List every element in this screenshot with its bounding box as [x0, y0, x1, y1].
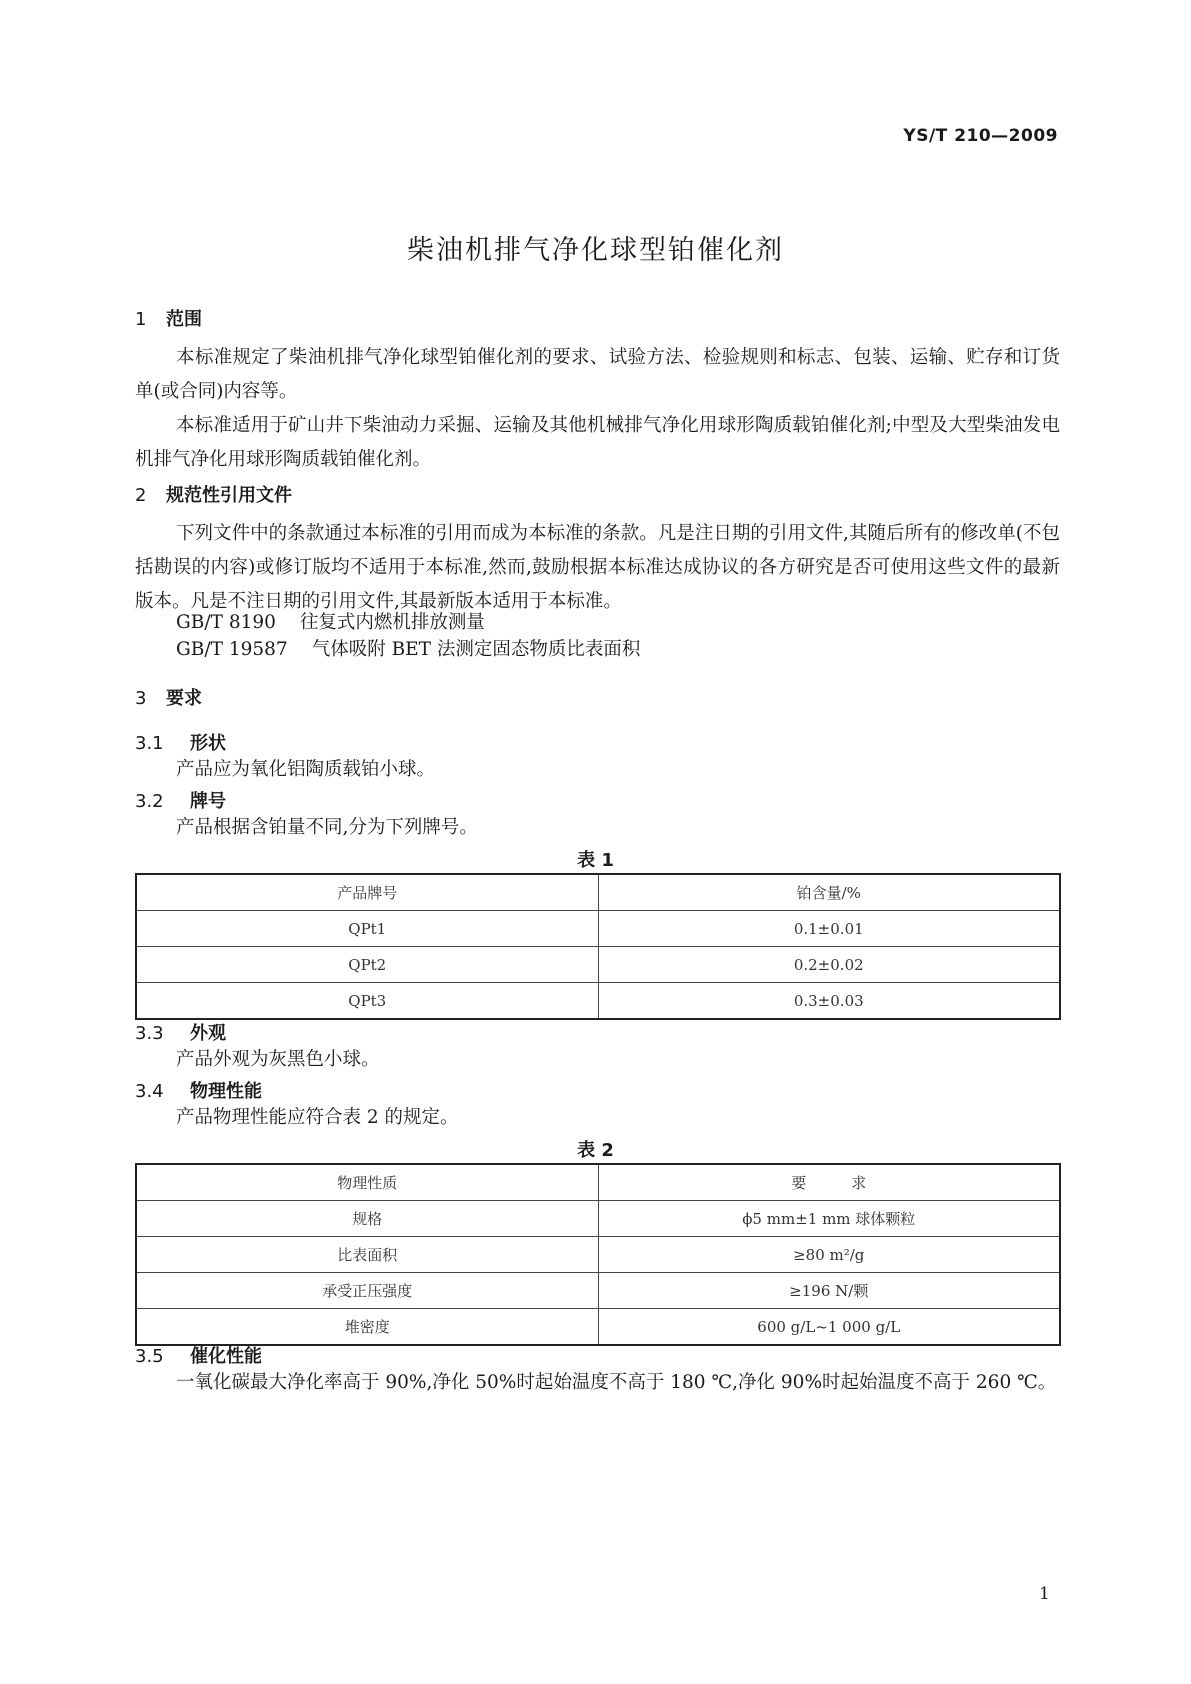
section-number: 3.4 [135, 1081, 164, 1102]
normative-reference [176, 637, 640, 663]
table-cell: 600 g/L~1 000 g/L [598, 1309, 1060, 1346]
table-cell: 0.2±0.02 [598, 947, 1060, 983]
section-number: 3.3 [135, 1023, 164, 1044]
section-title: 形状 [190, 733, 226, 754]
section-1-heading [135, 305, 202, 331]
section-3-4-heading [135, 1077, 262, 1103]
section-3-heading [135, 684, 202, 710]
section-3-2-heading [135, 787, 226, 813]
section-title: 牌号 [190, 791, 226, 812]
section-number: 3.5 [135, 1346, 164, 1367]
table-cell: QPt1 [136, 911, 598, 947]
table-row [136, 1309, 1060, 1346]
table-row [136, 1273, 1060, 1309]
section-number: 3.1 [135, 733, 164, 754]
standard-number: YS/T 210—2009 [903, 126, 1058, 146]
table-2 [135, 1163, 1061, 1346]
section-3-5-heading [135, 1342, 262, 1368]
table-cell: 规格 [136, 1201, 598, 1237]
table-cell: QPt2 [136, 947, 598, 983]
section-3-5-paragraph: 一氧化碳最大净化率高于 90%,净化 50%时起始温度不高于 180 ℃,净化 90%时起始温度不高于 260 ℃。 [176, 1372, 1057, 1393]
table-header-cell: 铂含量/% [598, 874, 1060, 911]
page-number: 1 [1039, 1584, 1050, 1604]
section-title: 催化性能 [190, 1346, 262, 1367]
section-3-2-text: 产品根据含铂量不同,分为下列牌号。 [176, 817, 478, 838]
section-1-paragraph-1: 本标准规定了柴油机排气净化球型铂催化剂的要求、试验方法、检验规则和标志、包装、运输、贮存和订货单(或合同)内容等。 [135, 347, 1060, 402]
table-1-caption: 表 1 [577, 850, 614, 871]
table-cell: 承受正压强度 [136, 1273, 598, 1309]
document-title: 柴油机排气净化球型铂催化剂 [407, 235, 784, 266]
table-row [136, 1201, 1060, 1237]
table-row [136, 947, 1060, 983]
table-header-cell: 要 求 [598, 1164, 1060, 1201]
section-title: 要求 [166, 688, 202, 709]
section-number: 3.2 [135, 791, 164, 812]
normative-reference [176, 610, 485, 636]
section-number: 3 [135, 688, 147, 709]
section-number: 2 [135, 485, 147, 506]
table-cell: ≥196 N/颗 [598, 1273, 1060, 1309]
table-cell: ϕ5 mm±1 mm 球体颗粒 [598, 1201, 1060, 1237]
reference-code: GB/T 8190 [176, 612, 276, 633]
table-header-cell: 物理性质 [136, 1164, 598, 1201]
section-number: 1 [135, 309, 147, 330]
table-cell: 比表面积 [136, 1237, 598, 1273]
table-row [136, 983, 1060, 1020]
section-3-3-text: 产品外观为灰黑色小球。 [176, 1049, 380, 1070]
section-title: 外观 [190, 1023, 226, 1044]
section-3-1-heading [135, 729, 226, 755]
table-header-cell: 产品牌号 [136, 874, 598, 911]
table-row [136, 911, 1060, 947]
table-cell: ≥80 m²/g [598, 1237, 1060, 1273]
reference-title: 气体吸附 BET 法测定固态物质比表面积 [311, 639, 641, 660]
section-3-4-text: 产品物理性能应符合表 2 的规定。 [176, 1107, 459, 1128]
section-2-heading [135, 481, 292, 507]
reference-title: 往复式内燃机排放测量 [299, 612, 485, 633]
section-1-paragraph-2: 本标准适用于矿山井下柴油动力采掘、运输及其他机械排气净化用球形陶质载铂催化剂;中型及大型柴油发电机排气净化用球形陶质载铂催化剂。 [135, 415, 1060, 470]
reference-code: GB/T 19587 [176, 639, 288, 660]
section-2-paragraph: 下列文件中的条款通过本标准的引用而成为本标准的条款。凡是注日期的引用文件,其随后所有的修改单(不包括勘误的内容)或修订版均不适用于本标准,然而,鼓励根据本标准达成协议的各方研究是否可使用这些文件的最新版本。凡是不注日期的引用文件,其最新版本适用于本标准。 [135, 523, 1060, 612]
section-3-3-heading [135, 1019, 226, 1045]
table-cell: 堆密度 [136, 1309, 598, 1346]
table-cell: QPt3 [136, 983, 598, 1020]
table-header-row [136, 1164, 1060, 1201]
section-title: 规范性引用文件 [166, 485, 292, 506]
table-row [136, 1237, 1060, 1273]
table-2-caption: 表 2 [577, 1140, 614, 1161]
table-header-row [136, 874, 1060, 911]
section-3-1-text: 产品应为氧化铝陶质载铂小球。 [176, 759, 436, 780]
table-1 [135, 873, 1061, 1020]
table-cell: 0.3±0.03 [598, 983, 1060, 1020]
table-cell: 0.1±0.01 [598, 911, 1060, 947]
section-title: 物理性能 [190, 1081, 262, 1102]
section-title: 范围 [166, 309, 202, 330]
